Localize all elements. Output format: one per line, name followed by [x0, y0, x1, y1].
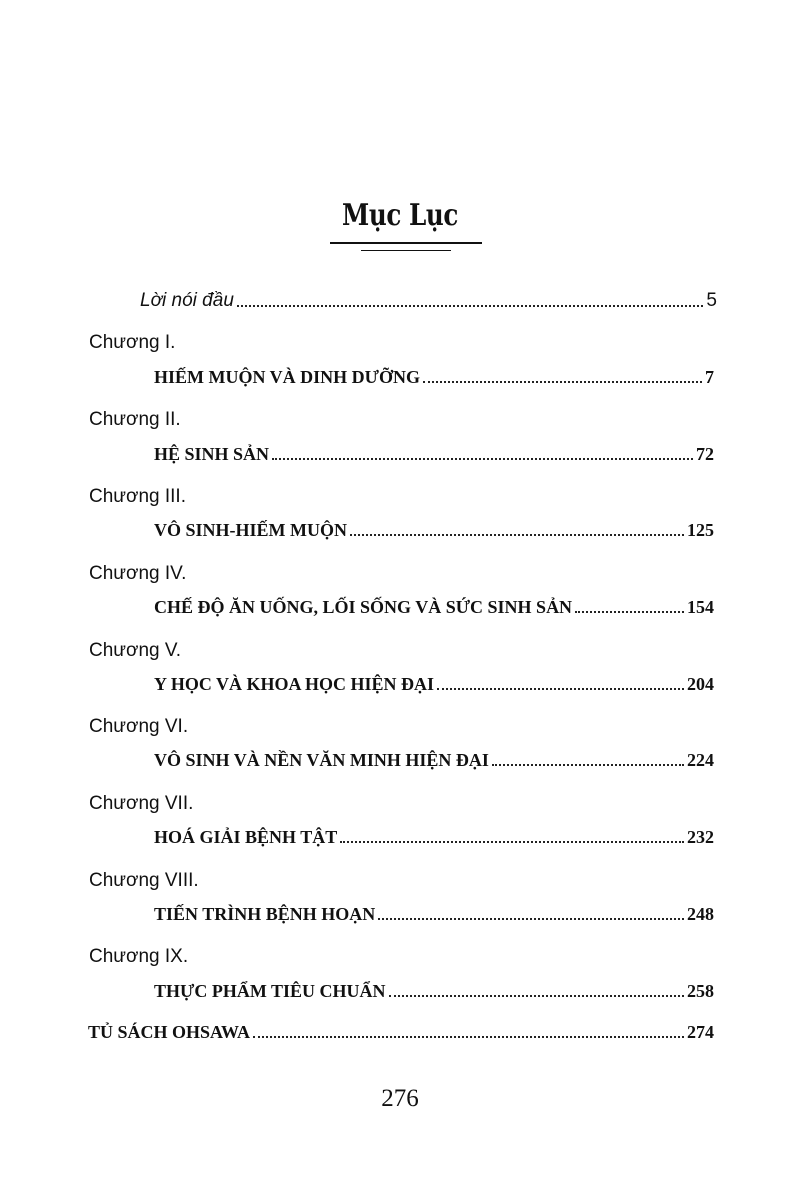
toc-entry-label: HIẾM MUỘN VÀ DINH DƯỠNG [154, 367, 420, 387]
toc-page-number: 204 [687, 674, 714, 694]
toc-entry-label: THỰC PHẨM TIÊU CHUẨN [154, 981, 386, 1001]
toc-page-number: 258 [687, 981, 714, 1001]
dot-leader [575, 611, 684, 613]
title-underline-secondary [361, 250, 451, 251]
toc-page-number: 248 [687, 904, 714, 924]
toc-entry [154, 520, 714, 541]
dot-leader [389, 995, 684, 997]
toc-entry-label: TỦ SÁCH OHSAWA [88, 1022, 251, 1042]
toc-page-number: 5 [706, 290, 717, 311]
toc-entry-label: HOÁ GIẢI BỆNH TẬT [154, 827, 338, 847]
chapter-heading: Chương VI. [89, 716, 189, 737]
toc-entry-label: CHẾ ĐỘ ĂN UỐNG, LỐI SỐNG VÀ SỨC SINH SẢN [154, 597, 573, 617]
toc-page-number: 154 [687, 597, 714, 617]
toc-entry-label: VÔ SINH-HIẾM MUỘN [154, 520, 347, 540]
toc-entry-label: Lời nói đầu [140, 290, 234, 311]
dot-leader [423, 381, 702, 383]
toc-entry-label: HỆ SINH SẢN [154, 444, 270, 464]
dot-leader [272, 458, 693, 460]
dot-leader [350, 534, 684, 536]
chapter-heading: Chương IV. [89, 563, 187, 584]
chapter-heading: Chương II. [89, 409, 181, 430]
chapter-heading: Chương IX. [89, 946, 189, 967]
toc-entry-label: Y HỌC VÀ KHOA HỌC HIỆN ĐẠI [154, 674, 435, 694]
toc-page-number: 72 [696, 444, 714, 464]
title-underline [330, 242, 482, 244]
toc-entry-label: TIẾN TRÌNH BỆNH HOẠN [154, 904, 376, 924]
toc-entry-bookshelf [88, 1022, 714, 1043]
toc-entry [154, 367, 714, 388]
dot-leader [378, 918, 684, 920]
dot-leader [340, 841, 684, 843]
toc-entry [154, 674, 714, 695]
toc-page-number: 7 [705, 367, 714, 387]
toc-entry [154, 750, 714, 771]
toc-page-number: 125 [687, 520, 714, 540]
page-title: Mục Lục [342, 198, 458, 233]
chapter-heading: Chương I. [89, 332, 176, 353]
dot-leader [237, 305, 704, 307]
toc-page-number: 274 [687, 1022, 714, 1042]
toc-entry [154, 444, 714, 465]
toc-entry [154, 904, 714, 925]
toc-entry-label: VÔ SINH VÀ NỀN VĂN MINH HIỆN ĐẠI [154, 750, 489, 770]
chapter-heading: Chương III. [89, 486, 186, 507]
chapter-heading: Chương V. [89, 640, 182, 661]
dot-leader [437, 688, 684, 690]
chapter-heading: Chương VII. [89, 793, 194, 814]
toc-entry [154, 981, 714, 1002]
page-number: 276 [381, 1085, 419, 1112]
chapter-heading: Chương VIII. [89, 870, 199, 891]
toc-entry-intro [140, 290, 717, 312]
dot-leader [492, 764, 684, 766]
toc-page-number: 224 [687, 750, 714, 770]
dot-leader [253, 1036, 684, 1038]
toc-entry [154, 597, 714, 618]
toc-page-number: 232 [687, 827, 714, 847]
toc-entry [154, 827, 714, 848]
